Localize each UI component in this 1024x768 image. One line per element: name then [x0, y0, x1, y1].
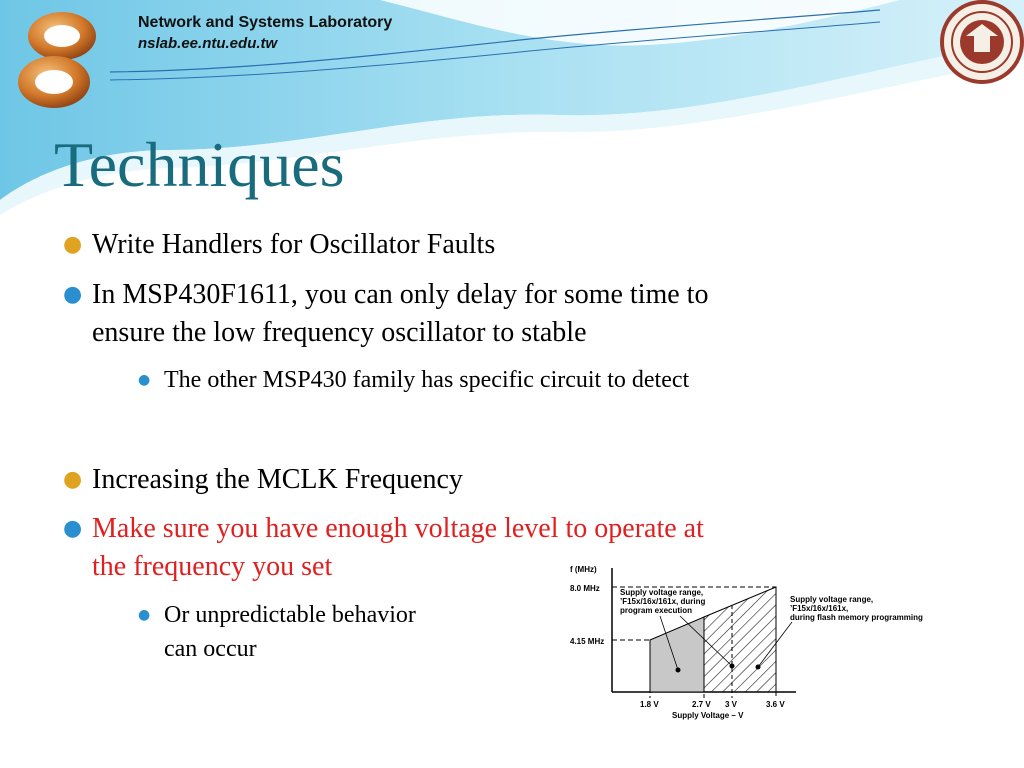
annotation-right-line1: Supply voltage range,	[790, 595, 874, 604]
bullet-dot-icon: ●	[63, 467, 83, 492]
flash-programming-region	[704, 587, 776, 692]
annotation-right-line2: ’F15x/16x/161x,	[790, 604, 849, 613]
bullet-msp430f1611	[63, 276, 709, 352]
bullet-text-line2: ensure the low frequency oscillator to stable	[92, 317, 587, 348]
frequency-voltage-figure	[560, 560, 960, 730]
bullet-dot-icon: ●	[63, 232, 83, 257]
bullet-text: Write Handlers for Oscillator Faults	[92, 229, 496, 260]
annotation-right-line3: during flash memory programming	[790, 613, 923, 622]
subbullet-unpredictable	[138, 598, 416, 666]
bullet-write-handlers	[63, 226, 496, 264]
annotation-left-line2: ’F15x/16x/161x, during	[620, 597, 706, 606]
lab-name: Network and Systems Laboratory	[138, 14, 393, 31]
leader-dot-right	[756, 665, 761, 670]
bullet-dot-icon: ●	[63, 516, 83, 541]
lab-logo	[10, 6, 110, 114]
bullet-dot-icon: ●	[63, 282, 83, 307]
y-axis-label: f (MHz)	[570, 565, 597, 574]
annotation-left-line3: program execution	[620, 606, 693, 615]
bullet-text-line1: In MSP430F1611, you can only delay for some time to	[92, 279, 709, 310]
university-seal	[934, 0, 1024, 86]
y-tick-8mhz: 8.0 MHz	[570, 584, 600, 593]
bullet-text-line2: the frequency you set	[92, 551, 333, 582]
bullet-increasing-mclk	[63, 461, 463, 499]
subbullet-text: The other MSP430 family has specific circuit to detect	[164, 367, 690, 393]
lab-url: nslab.ee.ntu.edu.tw	[138, 35, 278, 52]
program-execution-region	[650, 617, 704, 692]
leader-dot-left	[676, 668, 681, 673]
x-tick-3-6v: 3.6 V	[766, 700, 785, 709]
leader-dot-middle	[730, 664, 735, 669]
subbullet-other-family	[138, 363, 690, 397]
x-tick-3v: 3 V	[725, 700, 738, 709]
slide-title: Techniques	[54, 129, 345, 200]
x-axis-label: Supply Voltage – V	[672, 711, 744, 720]
subbullet-dot-icon: ●	[138, 372, 151, 388]
x-tick-1-8v: 1.8 V	[640, 700, 659, 709]
bullet-text: Increasing the MCLK Frequency	[92, 464, 463, 495]
x-tick-2-7v: 2.7 V	[692, 700, 711, 709]
annotation-left-line1: Supply voltage range,	[620, 588, 704, 597]
subbullet-dot-icon: ●	[138, 607, 151, 623]
bullet-text-line1: Make sure you have enough voltage level to operate at	[92, 513, 704, 544]
subbullet-text-line2: can occur	[164, 636, 257, 662]
y-tick-4-15mhz: 4.15 MHz	[570, 637, 605, 646]
subbullet-text-line1: Or unpredictable behavior	[164, 602, 416, 628]
